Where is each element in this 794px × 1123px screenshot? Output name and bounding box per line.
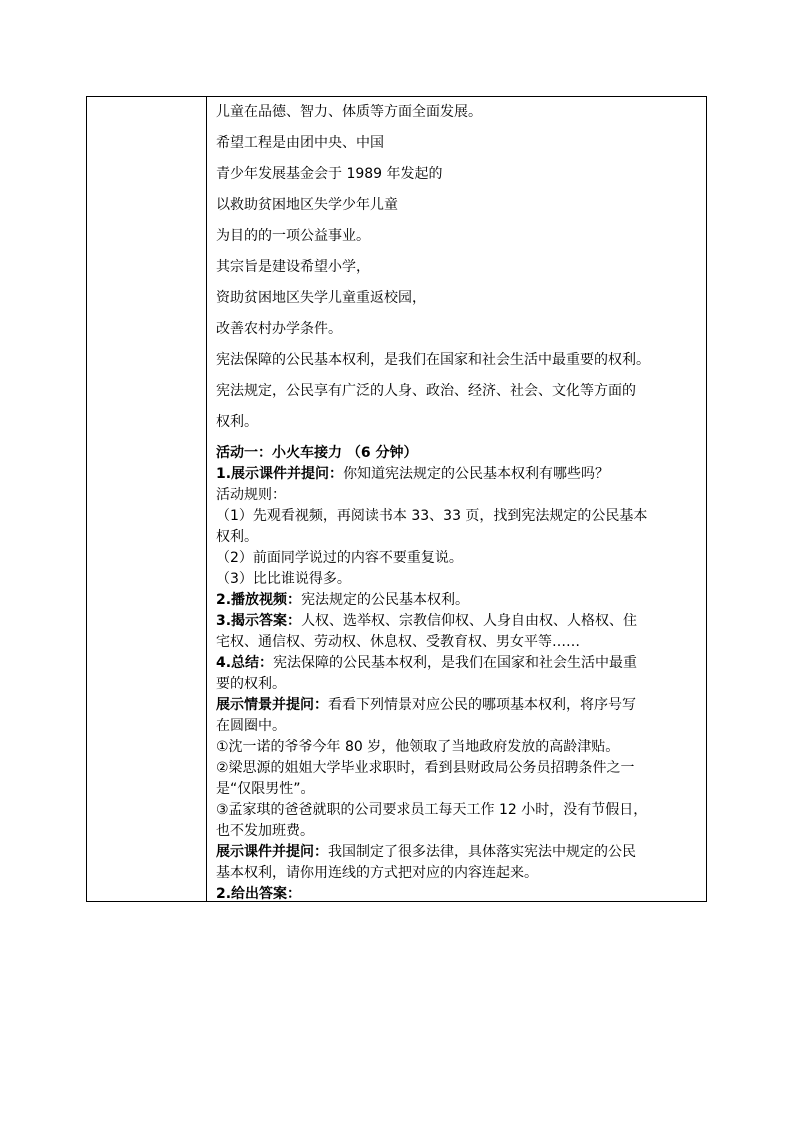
column-divider [206, 97, 207, 901]
rule-1-cont: 权利。 [216, 529, 258, 545]
text-line: 以救助贫困地区失学少年儿童 [216, 197, 398, 213]
activity-step-4-cont: 要的权利。 [216, 676, 286, 692]
step-label: 1.展示课件并提问： [216, 466, 344, 482]
text-line: 青少年发展基金会于 1989 年发起的 [216, 166, 443, 182]
text-line: 其宗旨是建设希望小学， [216, 259, 370, 275]
activity-step-3 [216, 611, 704, 632]
step-label: 3.揭示答案： [216, 613, 302, 629]
text-line: 改善农村办学条件。 [216, 321, 342, 337]
scene-question-cont: 在圆圈中。 [216, 718, 286, 734]
law-question-cont: 基本权利，请你用连线的方式把对应的内容连起来。 [216, 865, 538, 881]
scene-item-3: ③孟家琪的爸爸就职的公司要求员工每天工作 12 小时，没有节假日， [216, 802, 648, 818]
rule-1: （1）先观看视频，再阅读书本 33、33 页，找到宪法规定的公民基本 [216, 508, 648, 524]
text-line: 权利。 [216, 414, 258, 430]
law-question [216, 842, 704, 863]
step-label: 2.播放视频： [216, 592, 302, 608]
rule-2: （2）前面同学说过的内容不要重复说。 [216, 550, 463, 566]
content-cell [216, 97, 704, 905]
text-line: 宪法规定，公民享有广泛的人身、政治、经济、社会、文化等方面的 [216, 383, 636, 399]
scene-question [216, 695, 704, 716]
activity-step-3-cont: 宅权、通信权、劳动权、休息权、受教育权、男女平等…… [216, 634, 580, 650]
activity-step-1 [216, 464, 704, 485]
text-line: 希望工程是由团中央、中国 [216, 135, 384, 151]
step-label: 展示情景并提问： [216, 697, 328, 713]
activity-step-2 [216, 590, 704, 611]
text-line: 宪法保障的公民基本权利，是我们在国家和社会生活中最重要的权利。 [216, 352, 650, 368]
activity-step-4 [216, 653, 704, 674]
step-text: 看看下列情景对应公民的哪项基本权利，将序号写 [328, 697, 636, 713]
scene-item-3-cont: 也不发加班费。 [216, 823, 314, 839]
step-label: 4.总结： [216, 655, 274, 671]
scene-item-2-cont: 是“仅限男性”。 [216, 781, 315, 797]
rules-label: 活动规则： [216, 487, 286, 503]
answer-label: 2.给出答案： [216, 886, 302, 902]
text-line: 为目的的一项公益事业。 [216, 228, 370, 244]
step-text: 人权、选举权、宗教信仰权、人身自由权、人格权、住 [301, 613, 638, 629]
rule-3: （3）比比谁说得多。 [216, 571, 351, 587]
step-text: 宪法规定的公民基本权利。 [301, 592, 470, 608]
activity-title: 活动一：小火车接力 （6 分钟） [216, 445, 418, 461]
step-text: 我国制定了很多法律，具体落实宪法中规定的公民 [328, 844, 636, 860]
text-line: 儿童在品德、智力、体质等方面全面发展。 [216, 104, 482, 120]
scene-item-2: ②梁思源的姐姐大学毕业求职时，看到县财政局公务员招聘条件之一 [216, 760, 635, 776]
step-text: 你知道宪法规定的公民基本权利有哪些吗？ [343, 466, 610, 482]
step-text: 宪法保障的公民基本权利，是我们在国家和社会生活中最重 [273, 655, 638, 671]
lesson-table [86, 96, 707, 902]
step-label: 展示课件并提问： [216, 844, 328, 860]
text-line: 资助贫困地区失学儿童重返校园， [216, 290, 426, 306]
scene-item-1: ①沈一诺的爷爷今年 80 岁，他领取了当地政府发放的高龄津贴。 [216, 739, 620, 755]
